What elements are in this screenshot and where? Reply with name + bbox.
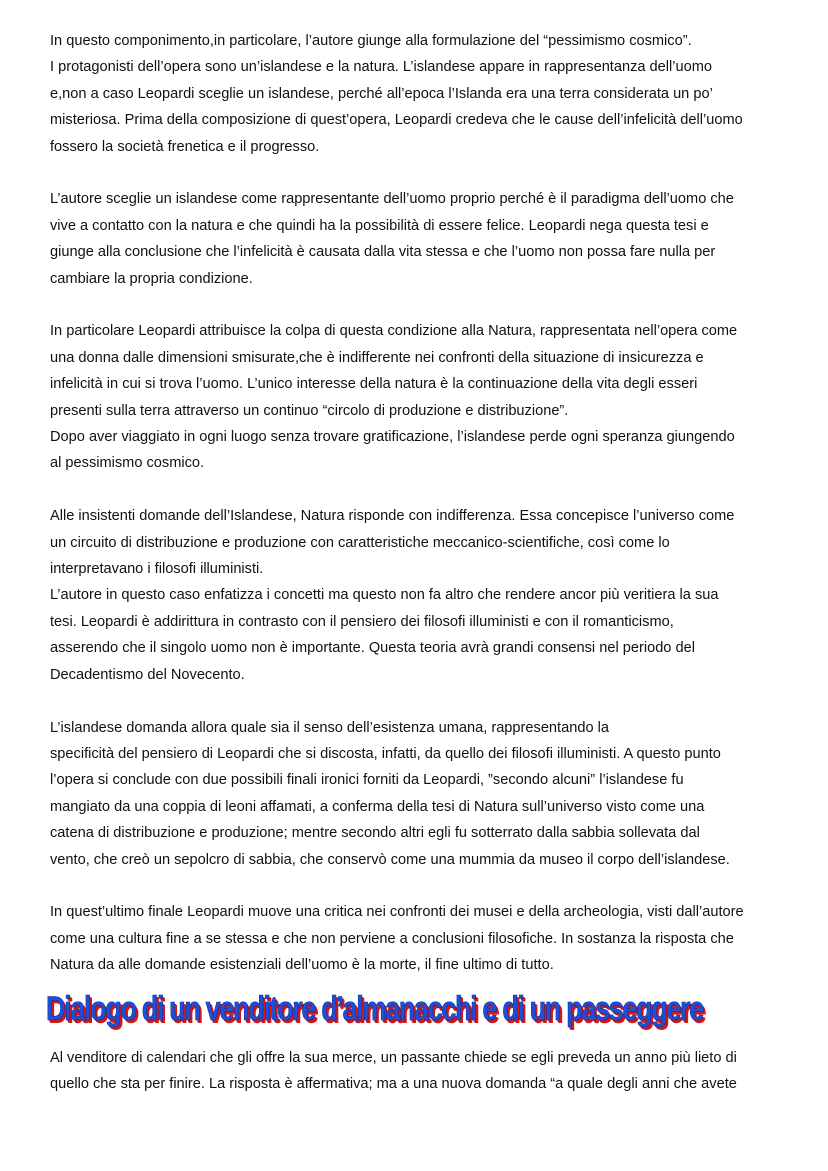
text-line: al pessimismo cosmico. — [50, 455, 205, 472]
text-line: vive a contatto con la natura e che quindi ha la possibilità di essere felice. Leopardi nega questa tesi e — [50, 217, 709, 234]
section-heading: Dialogo di un venditore d’almanacchi e di un passeggere — [46, 989, 703, 1028]
text-line: come una cultura fine a se stessa e che non perviene a conclusioni filosofiche. In sostanza la risposta che — [50, 930, 734, 947]
text-line: catena di distribuzione e produzione; mentre secondo altri egli fu sotterrato dalla sabbia sollevata dal — [50, 825, 700, 842]
text-line: specificità del pensiero di Leopardi che si discosta, infatti, da quello dei filosofi illuministi. A questo punto — [50, 745, 721, 762]
paragraph-6 — [50, 899, 790, 978]
text-line: L’islandese domanda allora quale sia il senso dell’esistenza umana, rappresentando la — [50, 719, 609, 736]
text-line: quello che sta per finire. La risposta è affermativa; ma a una nuova domanda “a quale degli anni che avete — [50, 1075, 737, 1092]
text-line: misteriosa. Prima della composizione di quest’opera, Leopardi credeva che le cause dell’infelicità dell’uomo — [50, 112, 743, 129]
paragraph-2 — [50, 186, 790, 292]
text-line: giunge alla conclusione che l’infelicità è causata dalla vita stessa e che l’uomo non possa fare nulla per — [50, 244, 716, 261]
text-line: In particolare Leopardi attribuisce la colpa di questa condizione alla Natura, rappresentata nell’opera come — [50, 323, 738, 340]
text-line: Dopo aver viaggiato in ogni luogo senza trovare gratificazione, l’islandese perde ogni speranza giungendo — [50, 429, 735, 446]
text-line: asserendo che il singolo uomo non è importante. Questa teoria avrà grandi consensi nel periodo del — [50, 640, 695, 657]
text-line: cambiare la propria condizione. — [50, 270, 253, 287]
text-line: vento, che creò un sepolcro di sabbia, che conservò come una mummia da museo il corpo dell’islandese. — [50, 851, 730, 868]
text-line: e,non a caso Leopardi sceglie un islandese, perché all’epoca l’Islanda era una terra considerata un po’ — [50, 85, 713, 102]
text-line: In questo componimento,in particolare, l’autore giunge alla formulazione del “pessimismo cosmico”. — [50, 33, 692, 49]
text-line: Alle insistenti domande dell’Islandese, Natura risponde con indifferenza. Essa concepisce l’universo come — [50, 508, 735, 525]
text-line: L’autore sceglie un islandese come rappresentante dell’uomo proprio perché è il paradigma dell’uomo che — [50, 191, 734, 208]
text-line: L’autore in questo caso enfatizza i concetti ma questo non fa altro che rendere ancor più veritiera la sua — [50, 587, 719, 604]
paragraph-3 — [50, 318, 790, 476]
text-line: Decadentismo del Novecento. — [50, 666, 245, 683]
text-line: Al venditore di calendari che gli offre la sua merce, un passante chiede se egli preveda un anno più lieto di — [50, 1049, 737, 1066]
document-page — [46, 28, 790, 1124]
text-line: I protagonisti dell’opera sono un’islandese e la natura. L’islandese appare in rappresentanza dell’uomo — [50, 59, 713, 76]
paragraph-1 — [50, 28, 790, 160]
paragraph-5 — [50, 715, 790, 873]
text-line: presenti sulla terra attraverso un continuo “circolo di produzione e distribuzione”. — [50, 402, 569, 419]
text-line: mangiato da una coppia di leoni affamati, a conferma della tesi di Natura sull’universo visto come una — [50, 798, 705, 815]
text-line: l’opera si conclude con due possibili finali ironici forniti da Leopardi, ”secondo alcuni” l’islandese fu — [50, 772, 684, 789]
paragraph-4 — [50, 503, 790, 688]
text-line: un circuito di distribuzione e produzione con caratteristiche meccanico-scientifiche, così come lo — [50, 534, 670, 551]
final-paragraph — [50, 1045, 790, 1098]
text-line: In quest’ultimo finale Leopardi muove una critica nei confronti dei musei e della archeologia, visti dall’autore — [50, 904, 744, 921]
text-line: infelicità in cui si trova l’uomo. L’unico interesse della natura è la continuazione della vita degli esseri — [50, 376, 698, 393]
text-line: tesi. Leopardi è addirittura in contrasto con il pensiero dei filosofi illuministi e con il romanticismo, — [50, 613, 674, 630]
text-line: interpretavano i filosofi illuministi. — [50, 561, 264, 578]
text-line: una donna dalle dimensioni smisurate,che è indifferente nei confronti della situazione di insicurezza e — [50, 349, 704, 366]
text-line: Natura da alle domande esistenziali dell’uomo è la morte, il fine ultimo di tutto. — [50, 957, 554, 974]
text-line: fossero la società frenetica e il progresso. — [50, 138, 320, 155]
